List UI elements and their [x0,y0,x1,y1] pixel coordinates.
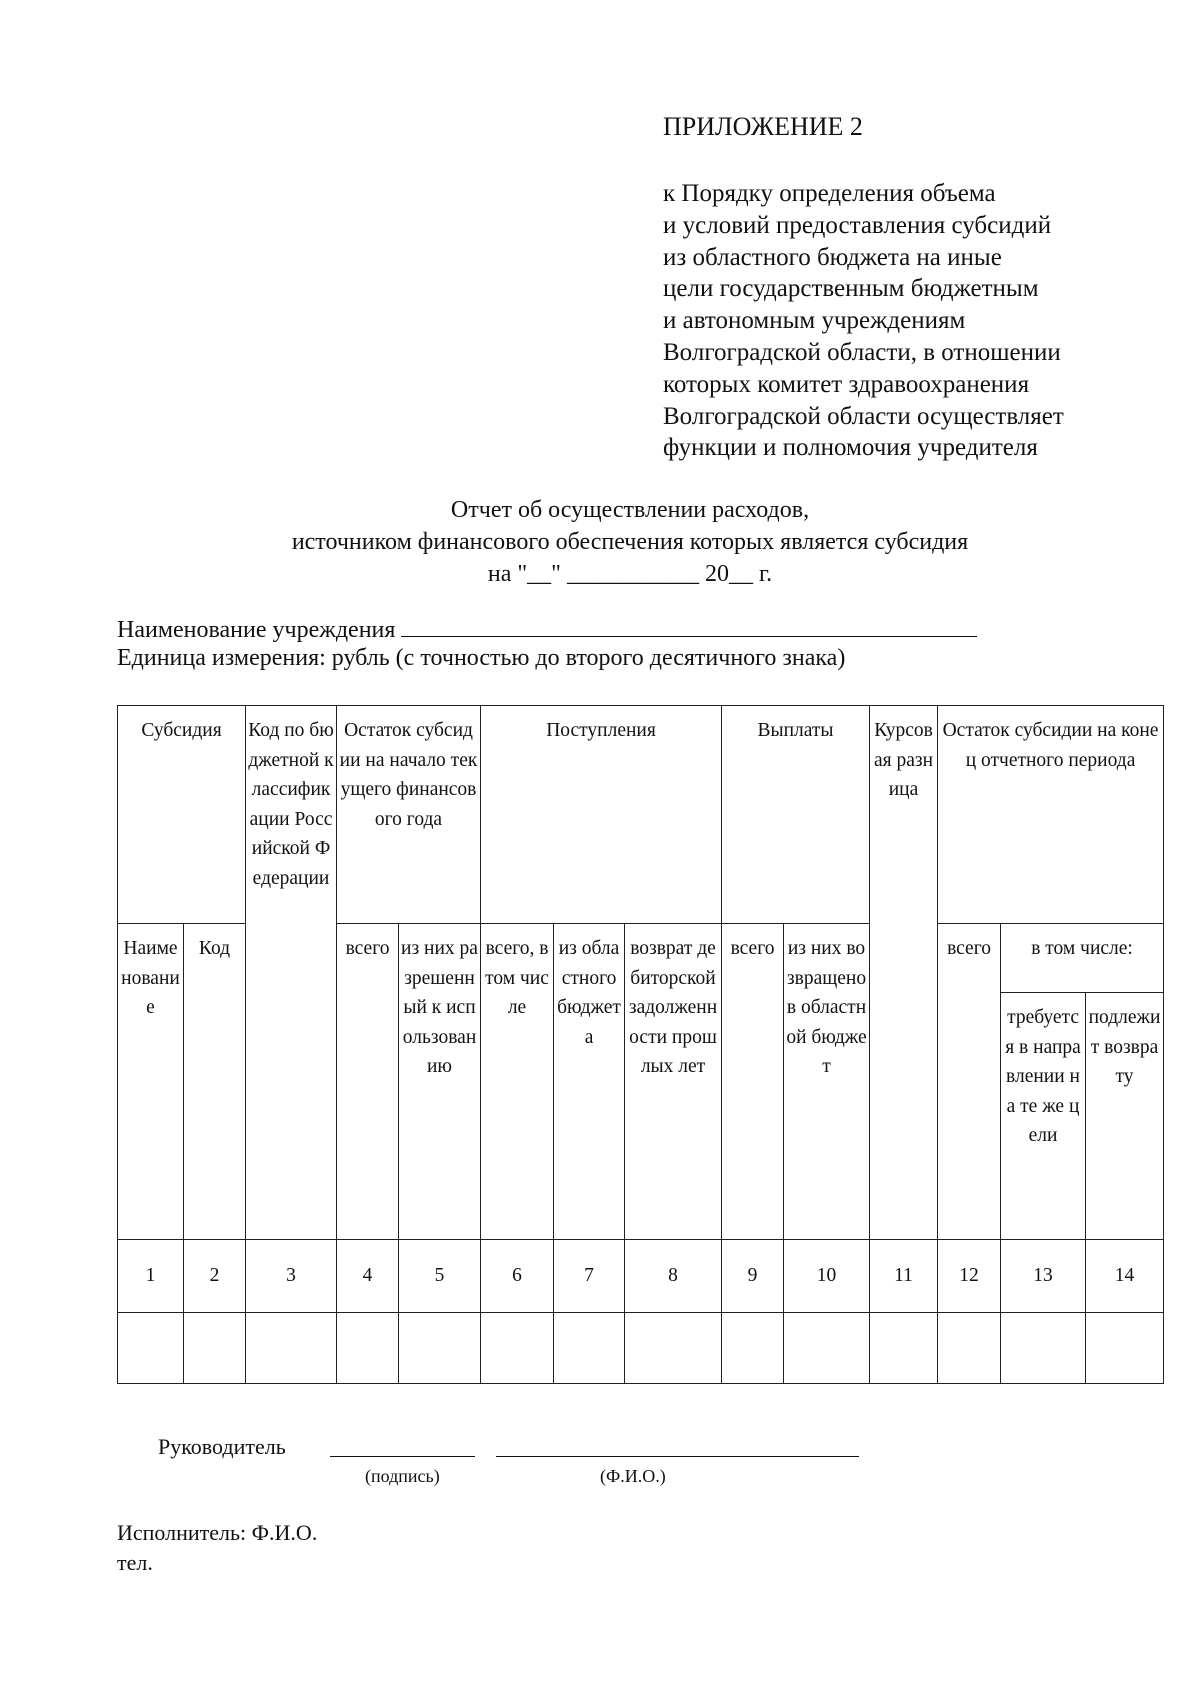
data-cell[interactable] [184,1313,246,1384]
data-cell[interactable] [399,1313,481,1384]
report-table [117,705,1164,1384]
header-closing-return: подлежит возврату [1086,993,1164,1240]
header-payments-total: всего [722,924,784,1240]
appendix-line: цели государственным бюджетным [663,275,1039,303]
header-receipts: Поступления [481,706,722,924]
appendix-line: к Порядку определения объема [663,180,996,207]
column-number: 4 [337,1240,399,1313]
unit-of-measure: Единица измерения: рубль (с точностью до второго десятичного знака) [117,645,846,671]
data-cell[interactable] [1086,1313,1164,1384]
report-title-line: Отчет об осуществлении расходов, [450,497,810,523]
signature-caption: (подпись) [365,1466,440,1486]
column-number: 7 [554,1240,625,1313]
appendix-line: и автономным учреждениям [663,307,966,335]
appendix-line: функции и полномочия учредителя [663,434,1038,462]
column-number: 2 [184,1240,246,1313]
header-code: Код [184,924,246,1240]
phone-label: тел. [117,1550,153,1575]
header-opening-allowed: из них разрешенный к использованию [399,924,481,1240]
column-number: 11 [870,1240,938,1313]
data-cell[interactable] [1001,1313,1086,1384]
data-cell[interactable] [784,1313,870,1384]
header-budget-code: Код по бюджетной классификации Российской Федерации [246,706,337,1240]
report-date-line: на "__" ___________ 20__ г. [487,561,773,587]
header-opening-balance: Остаток субсидии на начало текущего финансового года [337,706,481,924]
header-name: Наименование [118,924,184,1240]
header-receipts-total: всего, в том числе [481,924,554,1240]
data-cell[interactable] [938,1313,1001,1384]
appendix-line: Волгоградской области осуществляет [663,402,1064,430]
column-number: 13 [1001,1240,1086,1313]
report-title-line: источником финансового обеспечения которых является субсидия [291,529,969,555]
full-name-line[interactable] [496,1456,859,1457]
appendix-line: Волгоградской области, в отношении [663,338,1061,366]
data-cell[interactable] [870,1313,938,1384]
data-cell[interactable] [722,1313,784,1384]
column-number: 12 [938,1240,1001,1313]
header-opening-total: всего [337,924,399,1240]
column-number: 5 [399,1240,481,1313]
header-exchange-difference: Курсовая разница [870,706,938,1240]
head-label: Руководитель [158,1434,286,1459]
institution-line [117,616,977,644]
column-number: 10 [784,1240,870,1313]
report-title [0,494,1200,590]
data-cell[interactable] [554,1313,625,1384]
appendix-line: которых комитет здравоохранения [663,370,1030,398]
institution-name-field[interactable] [401,616,977,637]
header-receipts-debt-return: возврат дебиторской задолженности прошлых лет [625,924,722,1240]
data-cell[interactable] [246,1313,337,1384]
column-number: 14 [1086,1240,1164,1313]
header-closing-needed: требуется в направлении на те же цели [1001,993,1086,1240]
institution-label: Наименование учреждения [117,617,396,643]
column-number: 9 [722,1240,784,1313]
data-cell[interactable] [625,1313,722,1384]
header-closing-balance: Остаток субсидии на конец отчетного периода [938,706,1164,924]
executor-label: Исполнитель: Ф.И.О. [117,1520,318,1545]
full-name-caption: (Ф.И.О.) [600,1466,666,1486]
column-number: 8 [625,1240,722,1313]
header-receipts-regional: из областного бюджета [554,924,625,1240]
data-cell[interactable] [481,1313,554,1384]
appendix-text [663,178,1064,464]
executor-block [117,1518,317,1578]
signature-line[interactable] [330,1456,475,1457]
header-closing-including: в том числе: [1001,924,1164,993]
appendix-title: ПРИЛОЖЕНИЕ 2 [663,112,863,141]
column-number: 3 [246,1240,337,1313]
data-cell[interactable] [337,1313,399,1384]
data-cell[interactable] [118,1313,184,1384]
header-payments: Выплаты [722,706,870,924]
header-closing-total: всего [938,924,1001,1240]
column-number: 1 [118,1240,184,1313]
appendix-line: и условий предоставления субсидий [663,211,1052,239]
header-subsidy: Субсидия [118,706,246,924]
column-number: 6 [481,1240,554,1313]
header-payments-returned: из них возвращено в областной бюджет [784,924,870,1240]
appendix-line: из областного бюджета на иные [663,243,1002,271]
